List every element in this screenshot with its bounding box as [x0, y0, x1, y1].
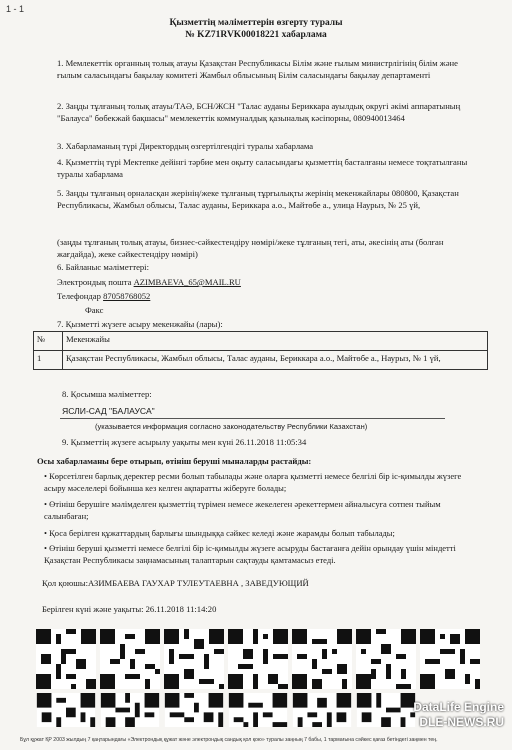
bullet-3: • Қоса берілген құжаттардың барлығы шындыққа сәйкес келеді және жарамды болып табылады;	[44, 528, 395, 538]
phone-row	[57, 290, 477, 302]
qr-code-3	[164, 629, 224, 689]
extra-info-value: ЯСЛИ-САД "БАЛАУСА"	[62, 406, 155, 416]
item-7: 7. Қызметті жүзеге асыру мекенжайы (лары):	[57, 319, 223, 329]
item-1: 1. Мемлекеттік органның толық атауы Қазақстан Республикасы Білім және ғылым министрлігінің білім және ғылым саласындағы бақылау комитеті Жамбыл облысының Білім саласындағы бақылау департаменті	[57, 58, 458, 80]
table-cell-address: Қазақстан Республикасы, Жамбыл облысы, Талас ауданы, Бериккара а.о., Майтөбе а., Наурыз, № 1 үй,	[63, 351, 488, 370]
qr-code-8	[36, 693, 96, 727]
notification-number: № KZ71RVK00018221 хабарлама	[185, 30, 327, 40]
item-3: 3. Хабарламаның түрі Директордың өзгертілгендігі туралы хабарлама	[57, 141, 314, 151]
qr-code-4	[228, 629, 288, 689]
email-label: Электрондық пошта	[57, 277, 132, 287]
email-link[interactable]: AZIMBAEVA_65@MAIL.RU	[133, 277, 241, 287]
footer-legal-note: Бұл құжат ҚР 2003 жылдың 7 қаңтарындағы «Электрондық құжат және электрондық сандық қол қою» туралы заңның 7 бабы, 1 тармағына сәйкес қағаз бетіндегі заңмен тең.	[20, 737, 438, 743]
qr-code-12	[292, 693, 352, 727]
signer-line: Қол қоюшы:АЗИМБАЕВА ГАУХАР ТУЛЕУТАЕВНА , ЗАВЕДУЮЩИЙ	[42, 578, 309, 588]
bullet-2: • Өтініш берушіге мәлімделген қызметтің түрімен немесе жекелеген әрекеттермен айналысуға сотпен тыйым салынбаған;	[44, 499, 441, 521]
item-2: 2. Заңды тұлғаның толық атауы/ТАӘ, БСН/ЖСН "Талас ауданы Бериккара ауылдық округі әкімі аппаратының "Балауса" бөбекжай бақшасы" мемлекеттік коммуналдық қазыналық кәсіпорны, 080940013464	[57, 101, 461, 123]
extra-info-underline	[60, 418, 445, 419]
watermark-logo-text: DataLife Engine	[413, 700, 504, 714]
qr-code-13	[356, 693, 416, 727]
qr-code-2	[100, 629, 160, 689]
document-title: Қызметтің мәліметтерін өзгерту туралы	[169, 18, 343, 28]
qr-code-10	[164, 693, 224, 727]
qr-code-6	[356, 629, 416, 689]
item-5-note: (заңды тұлғаның толық атауы, бизнес-сәйкестендіру нөмірі/жеке тұлғаның тегі, аты, әкесінің аты (болған жағдайда), жеке сәйкестендіру нөмірі)	[57, 237, 444, 259]
qr-code-11	[228, 693, 288, 727]
item-5: 5. Заңды тұлғаның орналасқан жерінің/жеке тұлғаның тұрғылықты жерінің мекенжайлары 080800, Қазақстан Республикасы, Жамбыл облысы, Талас ауданы, Бериккара а.о., Майтөбе а., улица Наурыз, № 25 үй,	[57, 188, 459, 210]
extra-info-note: (указывается информация согласно законодательству Республики Казахстан)	[95, 422, 368, 431]
issued-datetime: Берілген күні және уақыты: 26.11.2018 11:14:20	[42, 604, 217, 614]
page-number: 1 - 1	[6, 4, 25, 14]
item-6: 6. Байланыс мәліметтері:	[57, 262, 149, 272]
email-row	[57, 276, 477, 288]
item-8: 8. Қосымша мәліметтер:	[62, 389, 152, 399]
digital-signature-qr-codes	[36, 629, 476, 727]
address-table	[33, 331, 488, 370]
qr-code-7	[420, 629, 480, 689]
phone-label: Телефондар	[57, 291, 101, 301]
bullet-1: • Көрсетілген барлық деректер ресми болып табылады және оларға қызметті немесе белгілі бір іс-қимылды жүзеге асыру мәселелері бойынша кез келген ақпаратты жіберуге болады;	[44, 471, 462, 493]
phone-value: 87058768052	[103, 291, 151, 301]
watermark-site-text: DLE-NEWS.RU	[419, 715, 504, 729]
qr-code-5	[292, 629, 352, 689]
fax-label: Факс	[85, 305, 104, 315]
item-9: 9. Қызметтің жүзеге асырылу уақыты мен күні 26.11.2018 11:05:34	[62, 437, 307, 447]
qr-code-9	[100, 693, 160, 727]
table-header-row	[34, 332, 488, 351]
table-row	[34, 351, 488, 370]
confirm-heading: Осы хабарламаны бере отырып, өтініш беруші мыналарды растайды:	[37, 456, 312, 466]
qr-code-1	[36, 629, 96, 689]
item-4: 4. Қызметтің түрі Мектепке дейінгі тәрбие мен оқыту саласындағы қызметтің басталғаны немесе тоқтатылғаны туралы хабарлама	[57, 157, 468, 179]
table-header-num: №	[34, 332, 63, 351]
table-cell-num: 1	[34, 351, 63, 370]
bullet-4: • Өтініш беруші қызметті немесе белгілі бір іс-қимылды жүзеге асыруды бастағанға дейін орындау үшін міндетті Қазақстан Республикасы заңнамасының талаптарын сақтауды қамтамасыз етеді.	[44, 543, 456, 565]
table-header-address: Мекенжайы	[63, 332, 488, 351]
